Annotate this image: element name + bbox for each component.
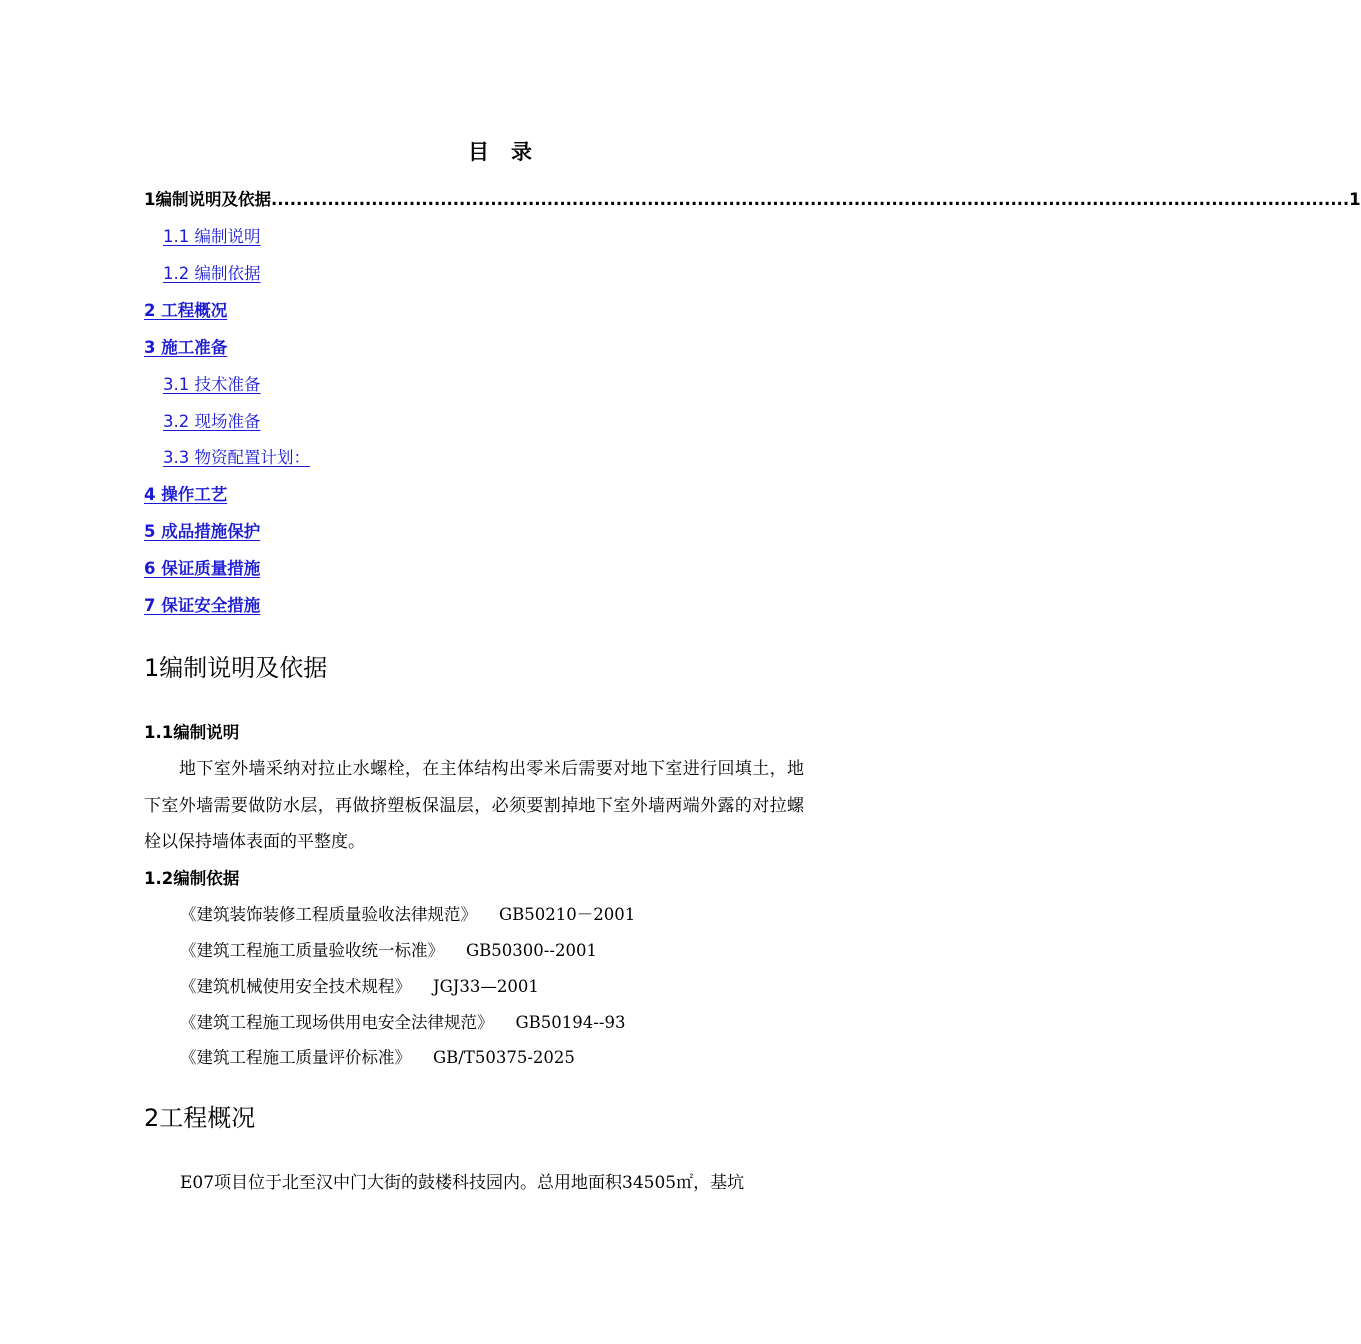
toc-title-char-1: 目: [468, 140, 489, 164]
toc-link-3-1[interactable]: 3.1 技术准备: [163, 375, 261, 394]
reference-item: [180, 940, 597, 962]
toc-link-3-3[interactable]: 3.3 物资配置计划：: [163, 448, 310, 467]
toc-link-6[interactable]: 6 保证质量措施: [144, 559, 261, 578]
reference-code: GB50210－2001: [499, 905, 636, 924]
reference-code: GB50300--2001: [466, 941, 597, 960]
toc-link-1-2[interactable]: 1.2 编制依据: [163, 264, 261, 283]
toc-link-7[interactable]: 7 保证安全措施: [144, 596, 261, 615]
toc-link-1-1[interactable]: 1.1 编制说明: [163, 227, 261, 246]
toc-leader-dots: ............................................................................................................................................................................: [270, 190, 1350, 209]
section-1-1-heading: 1.1编制说明: [144, 723, 240, 742]
toc-entry-main[interactable]: [144, 189, 1361, 211]
toc-title-char-2: 录: [511, 140, 532, 164]
reference-code: GB/T50375-2025: [433, 1048, 575, 1067]
toc-link-5[interactable]: 5 成品措施保护: [144, 522, 261, 541]
reference-item: [180, 976, 539, 998]
reference-item: [180, 1012, 625, 1034]
reference-title: 《建筑工程施工质量评价标准》: [180, 1048, 411, 1067]
reference-title: 《建筑工程施工现场供用电安全法律规范》: [180, 1013, 494, 1032]
reference-code: JGJ33—2001: [433, 977, 539, 996]
toc-link-3-2[interactable]: 3.2 现场准备: [163, 412, 261, 431]
toc-entry-main-page: 1: [1349, 190, 1361, 209]
section-2-body: E07项目位于北至汉中门大街的鼓楼科技园内。总用地面积34505㎡，基坑: [180, 1173, 745, 1193]
reference-title: 《建筑机械使用安全技术规程》: [180, 977, 411, 996]
reference-code: GB50194--93: [515, 1013, 626, 1032]
section-1-2-heading: 1.2编制依据: [144, 869, 240, 888]
toc-link-3[interactable]: 3 施工准备: [144, 338, 228, 357]
section-1-1-body: 地下室外墙采纳对拉止水螺栓，在主体结构出零米后需要对地下室进行回填土，地下室外墙需要做防水层，再做挤塑板保温层，必须要割掉地下室外墙两端外露的对拉螺栓以保持墙体表面的平整度。: [144, 759, 804, 852]
section-2-heading: 2工程概况: [144, 1104, 256, 1132]
toc-link-4[interactable]: 4 操作工艺: [144, 485, 228, 504]
reference-item: [180, 904, 635, 926]
toc-link-2[interactable]: 2 工程概况: [144, 301, 228, 320]
reference-item: [180, 1047, 575, 1069]
toc-entry-main-label: 1编制说明及依据: [144, 190, 271, 209]
toc-title: [0, 136, 1000, 166]
section-1-heading: 1编制说明及依据: [144, 654, 328, 682]
reference-title: 《建筑装饰装修工程质量验收法律规范》: [180, 905, 477, 924]
reference-title: 《建筑工程施工质量验收统一标准》: [180, 941, 444, 960]
